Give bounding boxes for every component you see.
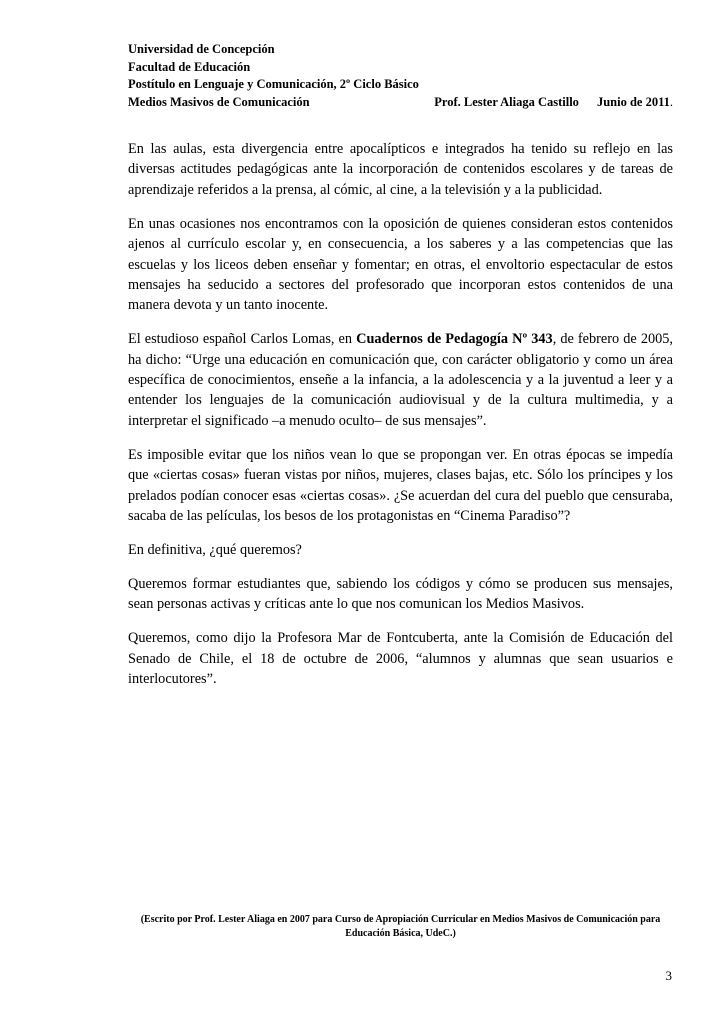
- course-info-row: [128, 94, 673, 112]
- authorship-note: [128, 913, 673, 941]
- paragraph-6: Queremos formar estudiantes que, sabiendo los códigos y cómo se producen sus mensajes, sean personas activas y críticas ante lo que nos comunican los Medios Masivos.: [128, 575, 673, 613]
- professor-name: Prof. Lester Aliaga Castillo: [434, 94, 579, 109]
- date-punctuation: .: [669, 94, 673, 109]
- paragraph-7: Queremos, como dijo la Profesora Mar de Fontcuberta, ante la Comisión de Educación del Senado de Chile, el 18 de octubre de 2006, “alumnos y alumnas que sean usuarios e interlocutores”.: [128, 630, 673, 687]
- publication-title: Cuadernos de Pedagogía Nº 343: [356, 331, 553, 348]
- document-date: Junio de 2011: [596, 94, 670, 109]
- paragraph-1: En las aulas, esta divergencia entre apocalípticos e integrados ha tenido su reflejo en las diversas actitudes pedagógicas ante la incorporación de contenidos escolares y de tareas de aprendizaje referidos a la prensa, al cómic, al cine, a la televisión y a la publicidad.: [128, 141, 673, 198]
- paragraph-5: En definitiva, ¿qué queremos?: [128, 541, 302, 558]
- document-header: [128, 41, 673, 111]
- paragraph-3: [128, 329, 673, 431]
- paragraph-2: En unas ocasiones nos encontramos con la oposición de quienes consideran estos contenidos ajenos al currículo escolar y, en consecuencia, a los saberes y a las competencias que las escuelas y los liceos deben enseñar y fomentar; en otras, el envoltorio espectacular de estos mensajes ha seducido a sectores del profesorado que incorporan estos contenidos de una manera devota y un tanto inocente.: [128, 215, 673, 314]
- paragraph-3-intro: El estudioso español Carlos Lomas, en: [128, 331, 357, 348]
- program-name: Postítulo en Lenguaje y Comunicación, 2º Ciclo Básico: [128, 77, 419, 91]
- authorship-note-line-1: (Escrito por Prof. Lester Aliaga en 2007 para Curso de Apropiación Curricular en Medios Masivos de Comunicación para: [140, 914, 661, 925]
- university-name: Universidad de Concepción: [128, 42, 275, 56]
- author-date: [434, 94, 673, 112]
- paragraph-3-quote: , de febrero de 2005, ha dicho: “Urge una educación en comunicación que, con carácter obligatorio y como un área específica de conocimientos, enseñe a la infancia, a la adolescencia y a la juventud a leer y a entender los lenguajes de la comunicación audiovisual y de la cultura multimedia, y a interpretar el significado –a menudo oculto– de sus mensajes”.: [128, 331, 673, 429]
- document-body: [128, 139, 673, 703]
- authorship-note-line-2: Educación Básica, UdeC.): [345, 928, 456, 939]
- paragraph-4: Es imposible evitar que los niños vean lo que se propongan ver. En otras épocas se impedía que «ciertas cosas» fueran vistas por niños, mujeres, clases bajas, etc. Sólo los príncipes y los prelados podían conocer esas «ciertas cosas». ¿Se acuerdan del cura del pueblo que censuraba, sacaba de las películas, los besos de los protagonistas en “Cinema Paradiso”?: [128, 446, 673, 524]
- course-name: Medios Masivos de Comunicación: [128, 94, 310, 109]
- faculty-name: Facultad de Educación: [128, 59, 251, 74]
- page-number: 3: [665, 968, 672, 983]
